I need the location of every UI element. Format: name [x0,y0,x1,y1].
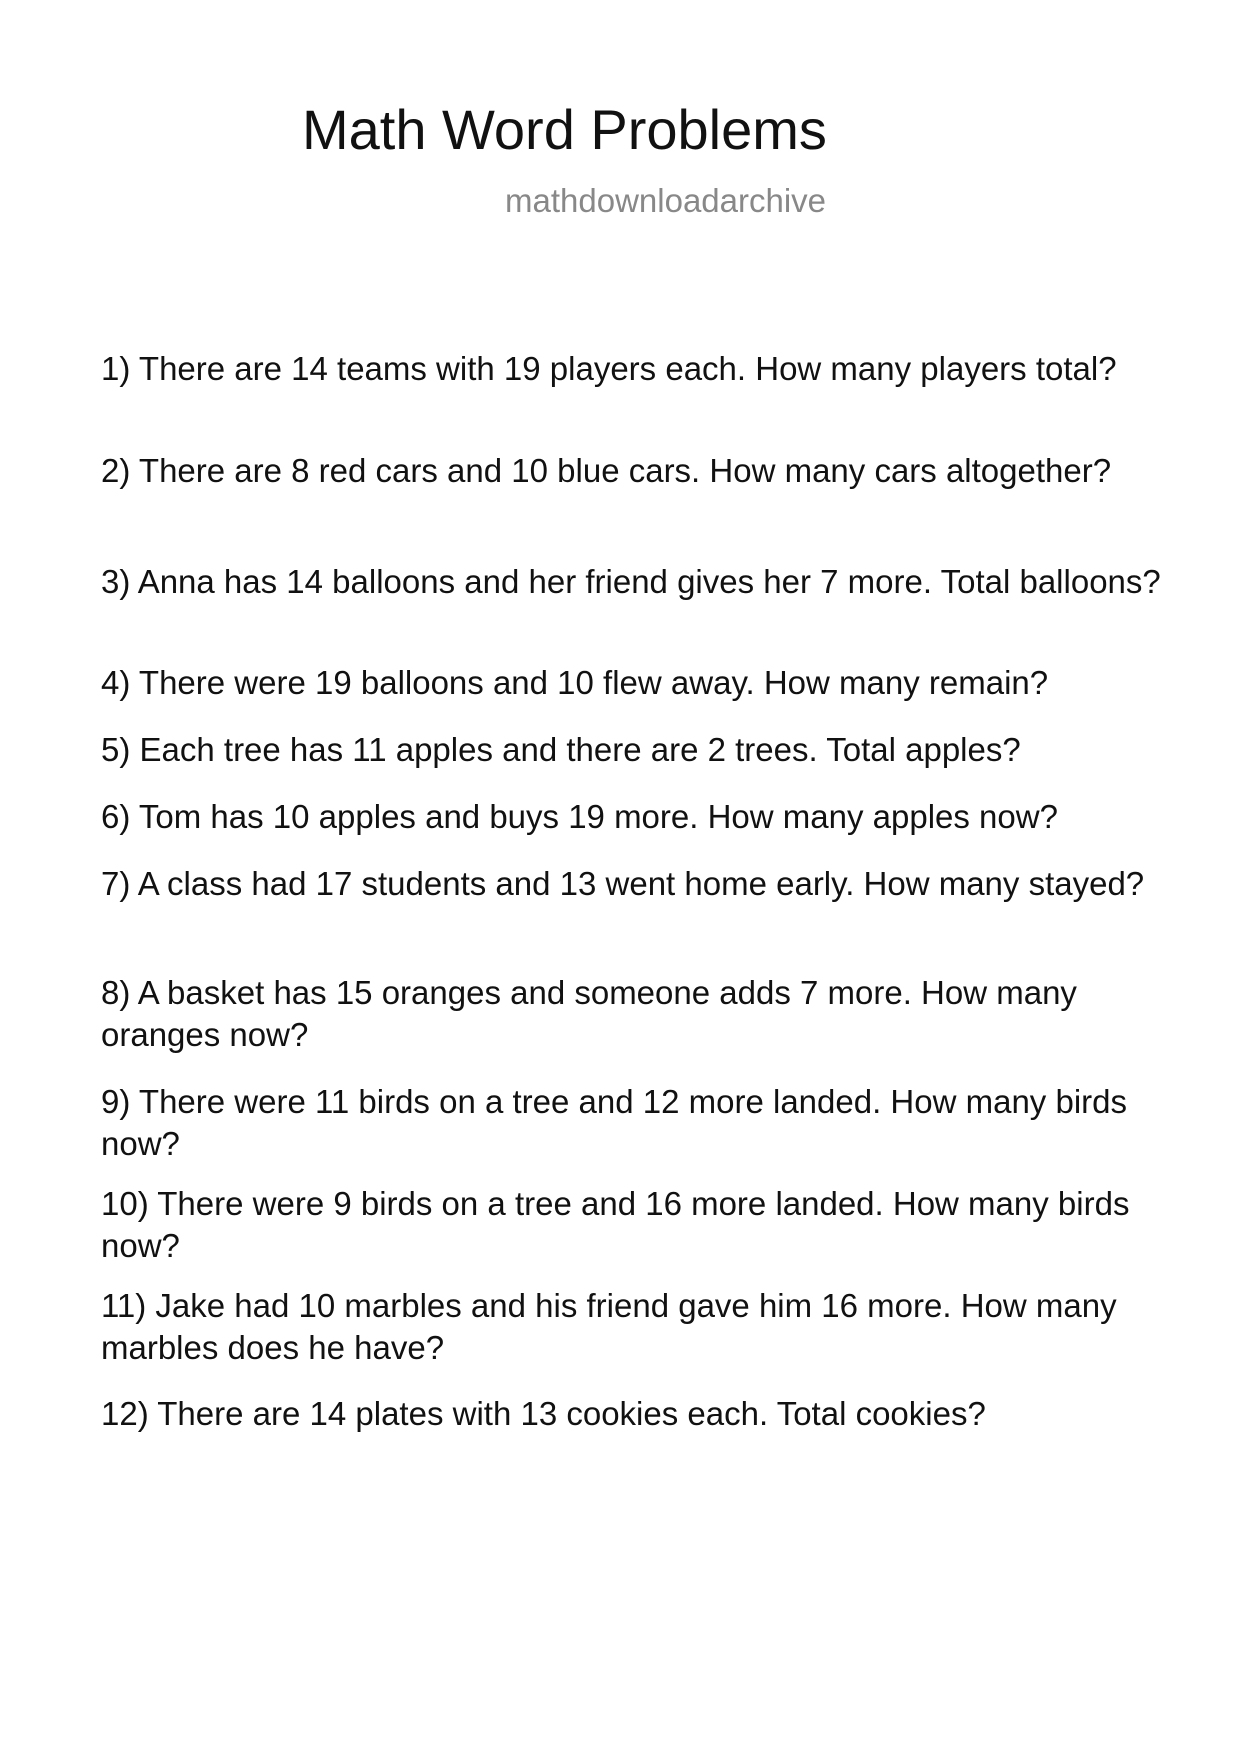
problem-11: 11) Jake had 10 marbles and his friend gave him 16 more. How many marbles does he have? [101,1287,1117,1366]
problem-3: 3) Anna has 14 balloons and her friend gives her 7 more. Total balloons? [101,563,1161,600]
problem-10: 10) There were 9 birds on a tree and 16 more landed. How many birds now? [101,1185,1130,1264]
problem-6: 6) Tom has 10 apples and buys 19 more. How many apples now? [101,798,1058,835]
problem-7: 7) A class had 17 students and 13 went home early. How many stayed? [101,865,1145,902]
problem-8: 8) A basket has 15 oranges and someone adds 7 more. How many oranges now? [101,974,1077,1053]
page-subtitle: mathdownloadarchive [505,182,827,219]
problem-4: 4) There were 19 balloons and 10 flew away. How many remain? [101,664,1049,701]
problem-2: 2) There are 8 red cars and 10 blue cars. How many cars altogether? [101,452,1112,489]
problem-12: 12) There are 14 plates with 13 cookies each. Total cookies? [101,1395,986,1432]
problem-5: 5) Each tree has 11 apples and there are 2 trees. Total apples? [101,731,1021,768]
problem-1: 1) There are 14 teams with 19 players each. How many players total? [101,350,1117,387]
page-title: Math Word Problems [302,98,827,161]
problem-9: 9) There were 11 birds on a tree and 12 more landed. How many birds now? [101,1083,1127,1162]
